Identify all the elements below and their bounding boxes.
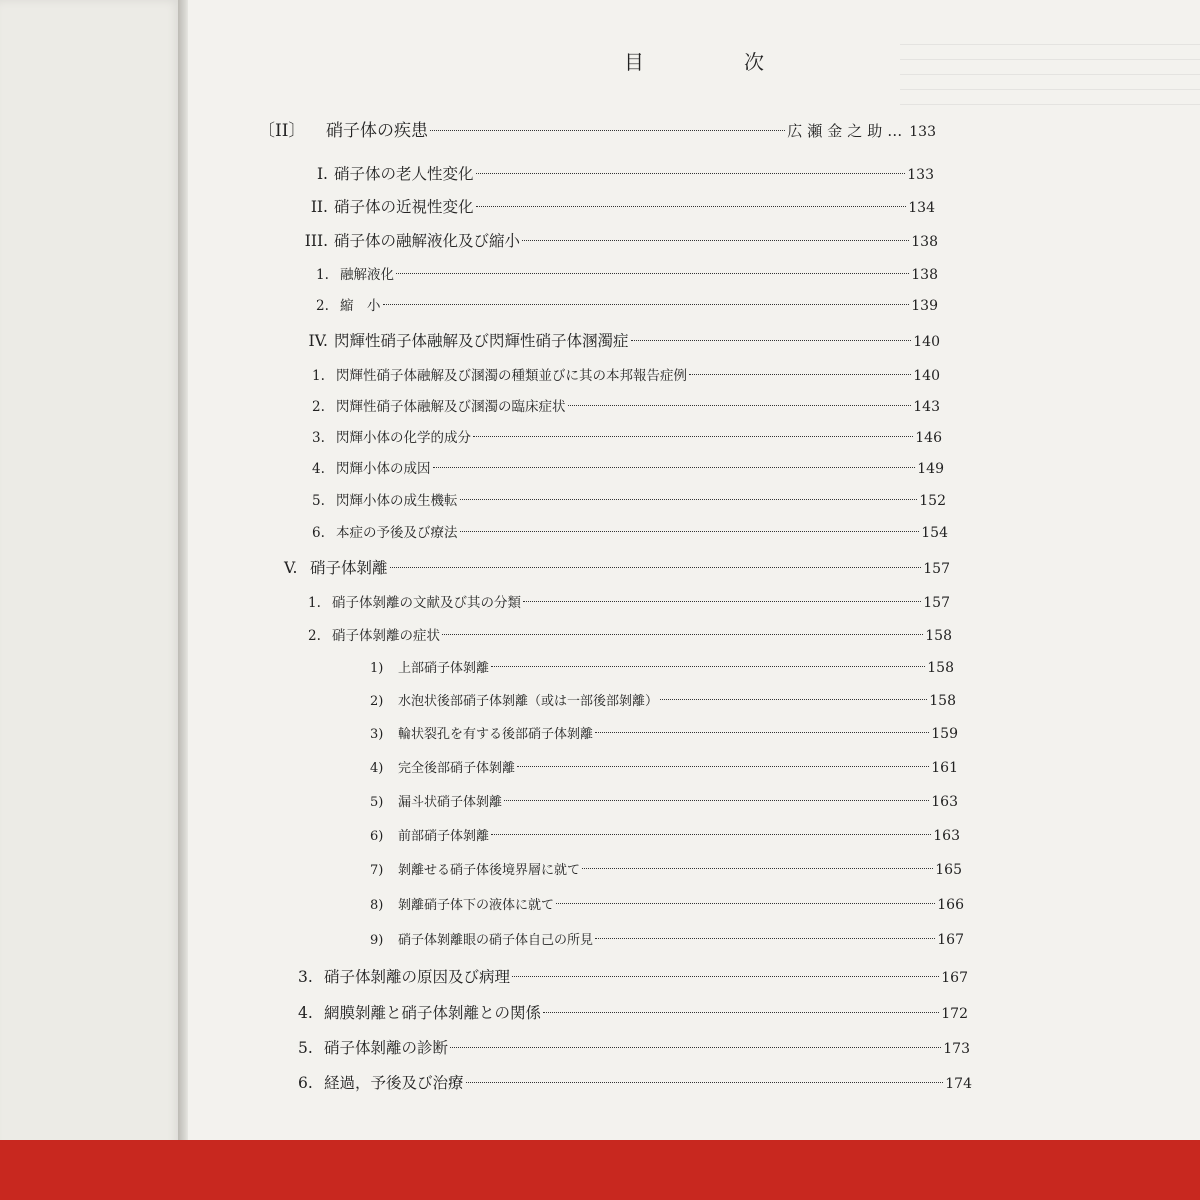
toc-label — [312, 489, 458, 509]
toc-label — [370, 657, 489, 676]
leader-dots — [460, 499, 918, 500]
toc-number: 3. — [312, 430, 325, 446]
leader-dots — [491, 666, 925, 667]
toc-entry — [298, 965, 968, 987]
toc-page: 167 — [937, 932, 964, 948]
toc-number: 6) — [370, 829, 384, 844]
toc-number: 1) — [370, 661, 384, 676]
toc-number: 5. — [312, 493, 325, 509]
toc-page: 139 — [911, 298, 938, 314]
toc-label — [280, 229, 520, 251]
leader-dots — [430, 130, 785, 131]
toc-label — [370, 894, 554, 913]
toc-entry — [370, 929, 964, 948]
leader-dots — [512, 976, 939, 977]
leader-dots — [466, 1082, 944, 1083]
toc-label — [370, 723, 593, 742]
toc-number: 4) — [370, 761, 384, 776]
toc-page: 146 — [915, 430, 942, 446]
toc-page: 158 — [929, 693, 956, 709]
leader-dots — [390, 567, 922, 568]
toc-title: 閃輝性硝子体融解及び溷濁の種類並びに其の本邦報告症例 — [336, 368, 687, 384]
leader-dots — [631, 340, 912, 341]
toc-label — [312, 395, 566, 415]
toc-page: 157 — [923, 561, 950, 577]
toc-label — [370, 825, 489, 844]
toc-entry — [370, 723, 958, 742]
toc-label — [312, 364, 687, 384]
toc-number: V. — [284, 559, 298, 577]
toc-page: 163 — [931, 794, 958, 810]
toc-entry — [298, 1001, 968, 1023]
toc-title: 硝子体剝離の文献及び其の分類 — [332, 595, 521, 611]
left-page — [0, 0, 182, 1200]
toc-title: 閃輝小体の成因 — [336, 461, 431, 477]
toc-page: 161 — [931, 760, 958, 776]
leader-dots — [595, 732, 929, 733]
toc-title: 硝子体剝離の診断 — [324, 1039, 449, 1057]
toc-entry — [312, 489, 946, 509]
toc-entry — [370, 791, 958, 810]
toc-page: 138 — [911, 267, 938, 283]
leader-dots — [476, 206, 907, 207]
toc-title: 閃輝小体の成生機転 — [336, 493, 458, 509]
leader-dots — [476, 173, 906, 174]
leader-dots — [689, 374, 911, 375]
toc-page: 166 — [937, 897, 964, 913]
toc-label — [276, 329, 629, 351]
toc-page: 165 — [935, 862, 962, 878]
toc-number: 1. — [312, 368, 325, 384]
toc-number: I. — [316, 165, 328, 183]
toc-title: 閃輝性硝子体融解及び閃輝性硝子体溷濁症 — [334, 332, 629, 350]
toc-title: 硝子体の老人性変化 — [334, 165, 474, 183]
toc-number: 1. — [308, 595, 321, 611]
leader-dots — [383, 304, 910, 305]
toc-number: 2. — [316, 298, 329, 314]
toc-number: 9) — [370, 933, 384, 948]
toc-entry — [370, 894, 964, 913]
leader-dots — [517, 766, 929, 767]
toc-entry — [280, 229, 938, 251]
right-page — [188, 0, 1200, 1200]
toc-label — [298, 1071, 464, 1093]
toc-label — [316, 294, 381, 314]
toc-page: 158 — [927, 660, 954, 676]
toc-page: 154 — [921, 525, 948, 541]
toc-entry — [370, 757, 958, 776]
toc-entry — [370, 825, 960, 844]
toc-entry — [316, 263, 938, 283]
toc-entry — [316, 294, 938, 314]
toc-page: 174 — [945, 1076, 972, 1092]
toc-title: 本症の予後及び療法 — [336, 525, 458, 541]
toc-title: 硝子体の融解液化及び縮小 — [334, 232, 521, 250]
toc-number: 8) — [370, 898, 384, 913]
toc-page: 140 — [913, 334, 940, 350]
toc-page: 172 — [941, 1006, 968, 1022]
toc-entry — [298, 1036, 970, 1058]
toc-number: 2. — [308, 628, 321, 644]
toc-label — [370, 757, 515, 776]
leader-dots — [504, 800, 929, 801]
toc-title: 上部硝子体剝離 — [398, 661, 490, 676]
toc-title: 水泡状後部硝子体剝離（或は一部後部剝離） — [398, 694, 659, 709]
toc-title: 硝子体剝離の原因及び病理 — [324, 968, 511, 986]
leader-dots — [595, 938, 935, 939]
toc-number: II. — [310, 198, 328, 216]
leader-dots — [582, 868, 933, 869]
leader-dots — [491, 834, 931, 835]
red-background-bottom — [0, 1140, 1200, 1200]
toc-page: 133 — [909, 124, 936, 140]
toc-label — [312, 521, 458, 541]
toc-title: 硝子体の近視性変化 — [334, 198, 474, 216]
page-title: 目 次 — [624, 50, 804, 74]
toc-entry — [370, 690, 956, 709]
toc-page: 152 — [919, 493, 946, 509]
toc-page: 159 — [931, 726, 958, 742]
toc-title: 縮 小 — [340, 298, 381, 314]
toc-number: 3) — [370, 727, 384, 742]
toc-number: 5. — [298, 1039, 313, 1057]
toc-title: 完全後部硝子体剝離 — [398, 761, 516, 776]
toc-page: 143 — [913, 399, 940, 415]
toc-entry — [312, 457, 944, 477]
toc-page: 157 — [923, 595, 950, 611]
toc-title: 閃輝性硝子体融解及び溷濁の臨床症状 — [336, 399, 566, 415]
toc-label — [370, 690, 658, 709]
toc-number: 7) — [370, 863, 384, 878]
toc-label — [258, 116, 428, 141]
toc-label — [312, 426, 471, 446]
toc-author: 広瀬金之助… — [787, 122, 908, 140]
toc-title: 剝離せる硝子体後境界層に就て — [398, 863, 581, 878]
toc-entry — [312, 395, 940, 415]
toc-page: 158 — [925, 628, 952, 644]
toc-number: 2) — [370, 694, 384, 709]
leader-dots — [543, 1012, 939, 1013]
toc-label — [298, 965, 510, 987]
leader-dots — [660, 699, 927, 700]
toc-label — [312, 457, 431, 477]
toc-entry — [370, 657, 954, 676]
leader-dots — [450, 1047, 941, 1048]
toc-label — [316, 263, 394, 283]
toc-page: 173 — [943, 1041, 970, 1057]
toc-label — [288, 195, 474, 217]
toc-number: 6. — [312, 525, 325, 541]
toc-title: 剝離硝子体下の液体に就て — [398, 898, 555, 913]
toc-entry — [298, 1071, 972, 1093]
toc-page: 140 — [913, 368, 940, 384]
toc-page: 138 — [911, 234, 938, 250]
toc-title: 網膜剝離と硝子体剝離との関係 — [324, 1004, 542, 1022]
leader-dots — [556, 903, 935, 904]
toc-number: 〔II〕 — [258, 121, 306, 141]
toc-number: 4. — [298, 1004, 313, 1022]
toc-page: 134 — [908, 200, 935, 216]
toc-number: 5) — [370, 795, 384, 810]
leader-dots — [460, 531, 920, 532]
toc-title: 輪状裂孔を有する後部硝子体剝離 — [398, 727, 594, 742]
toc-label — [284, 556, 388, 578]
toc-title: 閃輝小体の化学的成分 — [336, 430, 471, 446]
toc-number: IV. — [308, 332, 328, 350]
toc-entry — [298, 162, 934, 184]
toc-entry — [276, 329, 940, 351]
toc-number: 6. — [298, 1074, 313, 1092]
toc-title: 融解液化 — [340, 267, 394, 283]
toc-title: 硝子体の疾患 — [326, 121, 428, 141]
toc-label — [298, 1001, 541, 1023]
toc-number: III. — [304, 232, 328, 250]
toc-entry — [308, 591, 950, 611]
toc-entry — [312, 426, 942, 446]
toc-label — [308, 591, 521, 611]
toc-page: 163 — [933, 828, 960, 844]
toc-number: 4. — [312, 461, 325, 477]
leader-dots — [473, 436, 913, 437]
toc-label — [308, 624, 440, 644]
toc-entry — [284, 556, 950, 578]
toc-title: 経過，予後及び治療 — [324, 1074, 464, 1092]
leader-dots — [522, 240, 909, 241]
toc-title: 漏斗状硝子体剝離 — [398, 795, 503, 810]
toc-entry — [312, 364, 940, 384]
toc-entry — [308, 624, 952, 644]
toc-label — [370, 929, 593, 948]
toc-title: 硝子体剝離眼の硝子体自己の所見 — [398, 933, 594, 948]
toc-page: 133 — [907, 167, 934, 183]
leader-dots — [396, 273, 909, 274]
toc-label — [370, 791, 502, 810]
leader-dots — [442, 634, 923, 635]
toc-entry — [312, 521, 948, 541]
toc-title: 前部硝子体剝離 — [398, 829, 490, 844]
toc-entry — [370, 859, 962, 878]
leader-dots — [433, 467, 916, 468]
toc-title: 硝子体剝離の症状 — [332, 628, 440, 644]
leader-dots — [523, 601, 921, 602]
toc-title: 硝子体剝離 — [310, 559, 388, 577]
toc-entry — [288, 195, 935, 217]
toc-number: 2. — [312, 399, 325, 415]
toc-page: 167 — [941, 970, 968, 986]
toc-label — [370, 859, 580, 878]
toc-label — [298, 1036, 448, 1058]
toc-label — [298, 162, 474, 184]
leader-dots — [568, 405, 912, 406]
toc-page: 149 — [917, 461, 944, 477]
toc-number: 3. — [298, 968, 313, 986]
toc-entry — [258, 116, 936, 141]
toc-number: 1. — [316, 267, 329, 283]
